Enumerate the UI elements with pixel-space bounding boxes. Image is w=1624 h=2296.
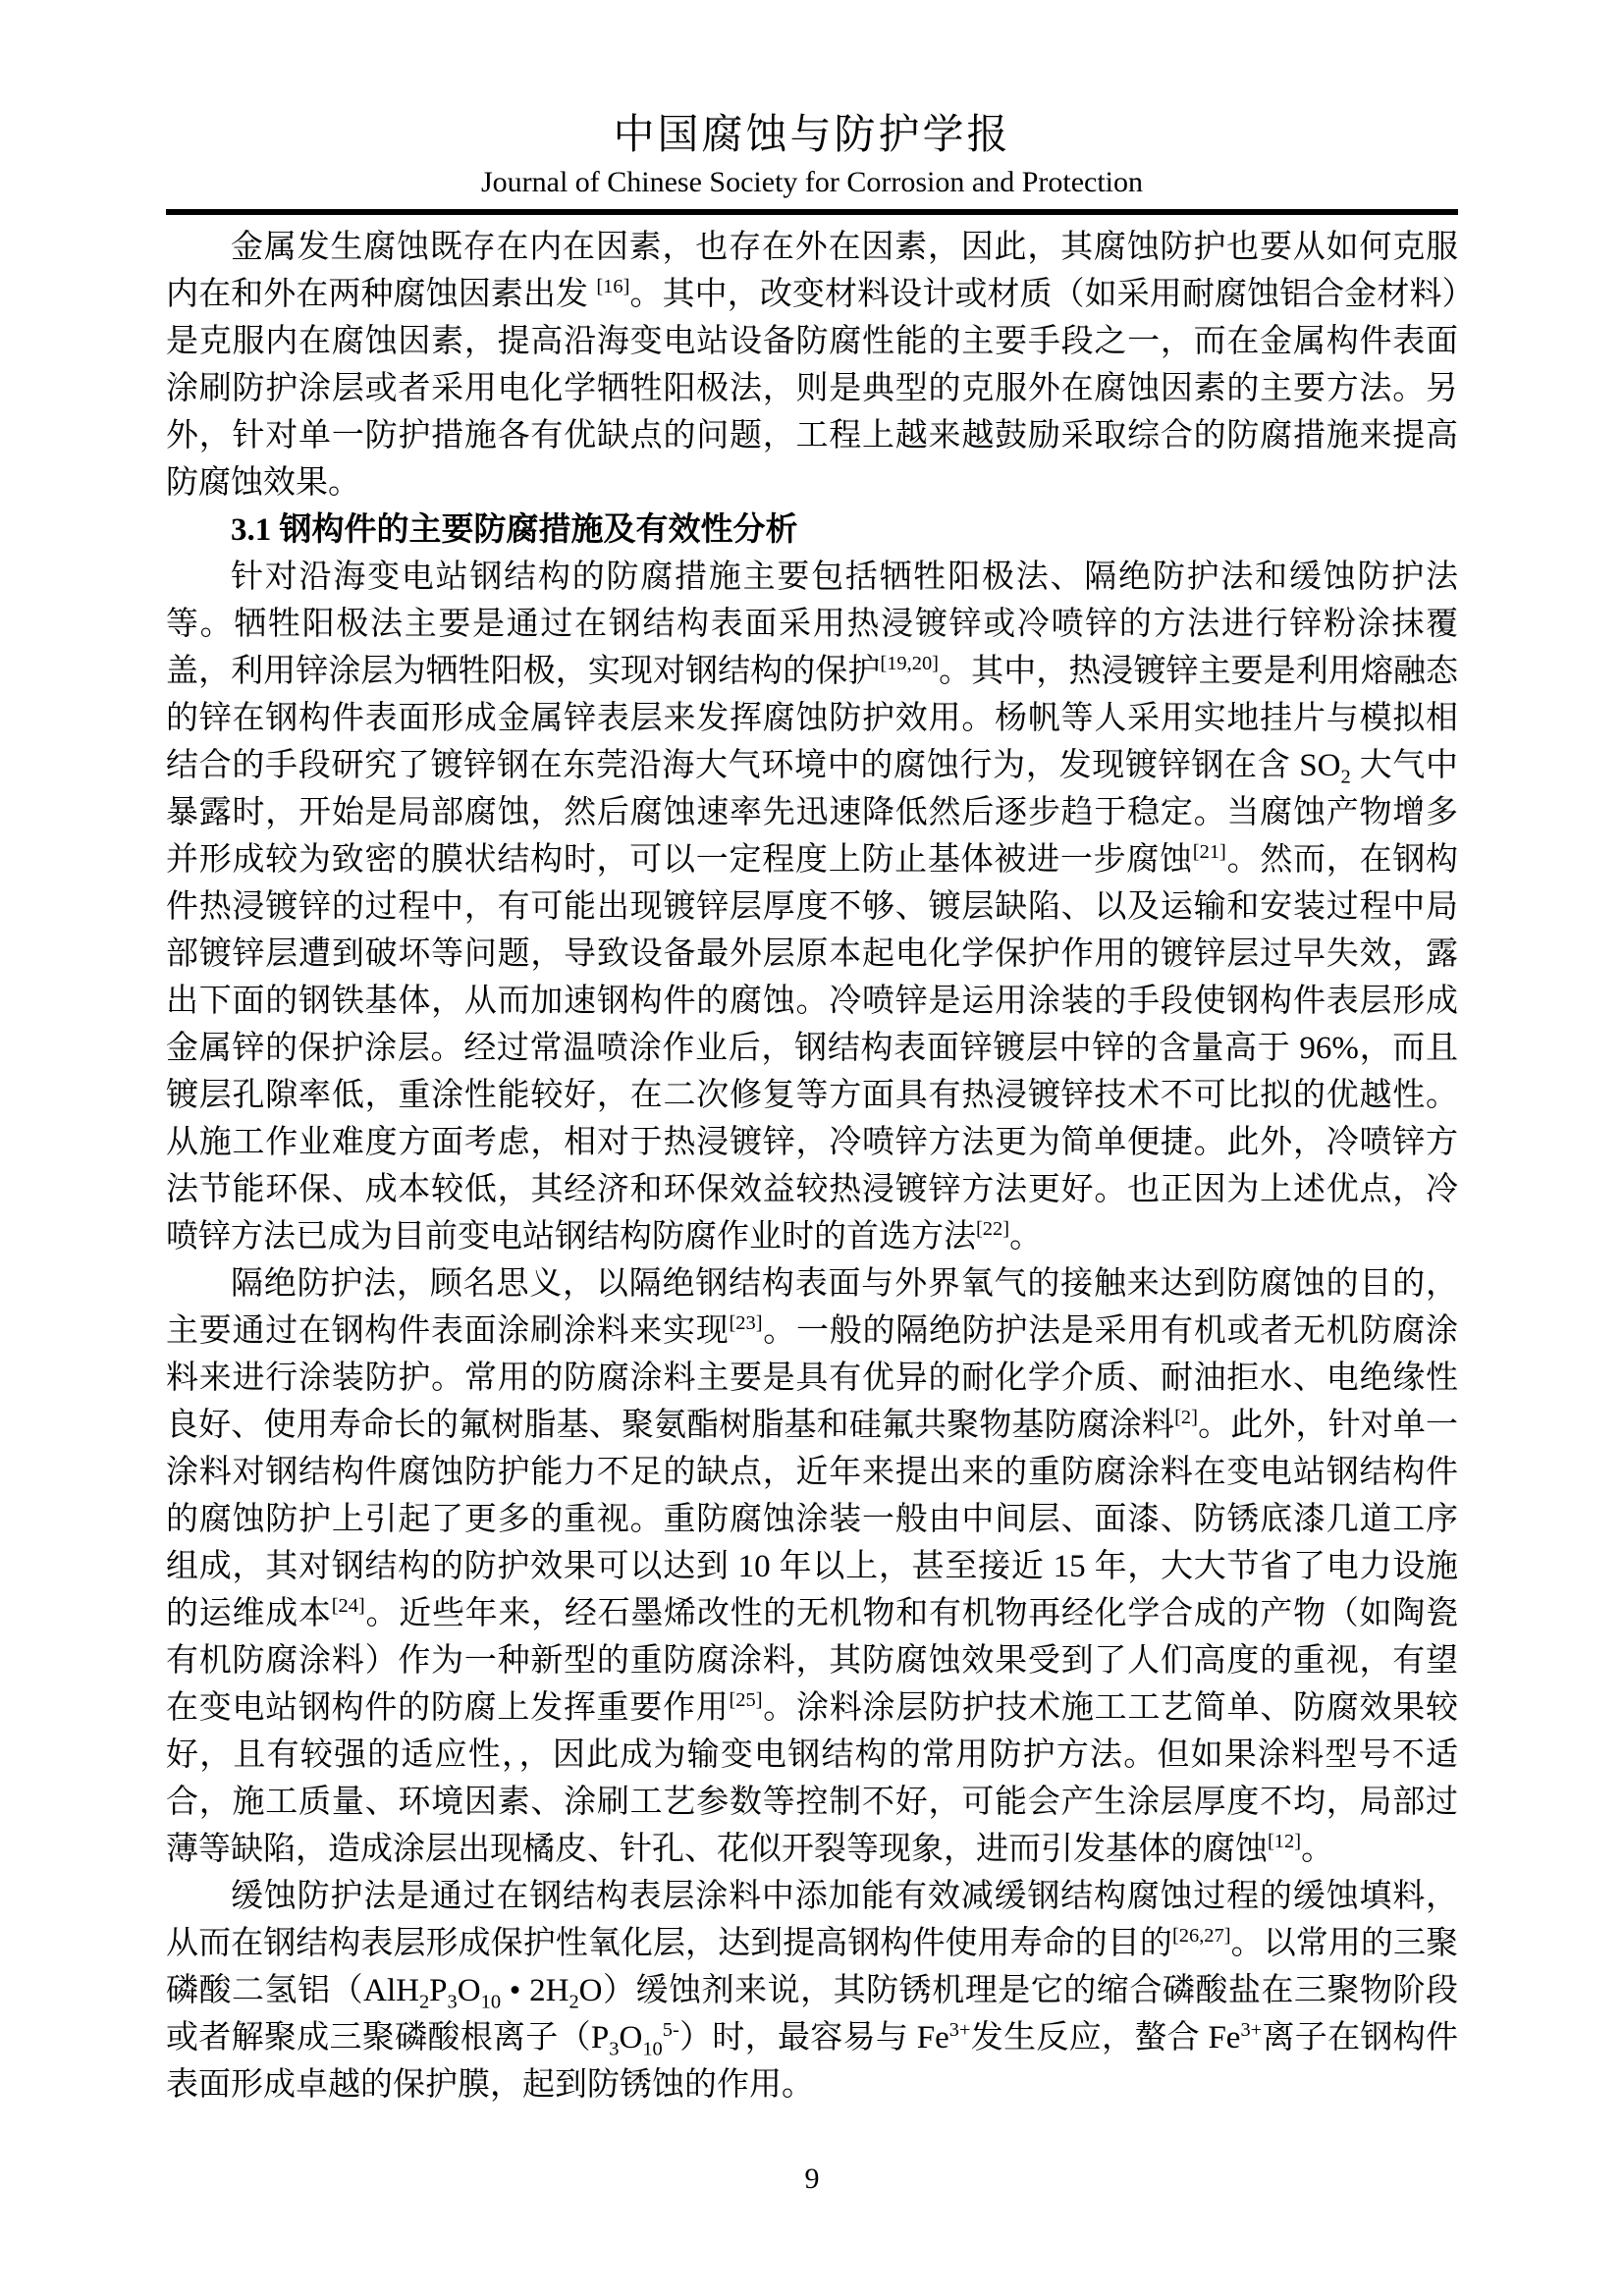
article-body — [166, 224, 1458, 2109]
paragraph-sacrificial-anode: 针对沿海变电站钢结构的防腐措施主要包括牺牲阳极法、隔绝防护法和缓蚀防护法等。牺牲阳极法主要是通过在钢结构表面采用热浸镀锌或冷喷锌的方法进行锌粉涂抹覆盖，利用锌涂层为牺牲阳极，实现对钢结构的保护[19,20]。其中，热浸镀锌主要是利用熔融态的锌在钢构件表面形成金属锌表层来发挥腐蚀防护效用。杨帆等人采用实地挂片与模拟相结合的手段研究了镀锌钢在东莞沿海大气环境中的腐蚀行为，发现镀锌钢在含 $SO_2$ 大气中暴露时，开始是局部腐蚀，然后腐蚀速率先迅速降低然后逐步趋于稳定。当腐蚀产物增多并形成较为致密的膜状结构时，可以一定程度上防止基体被进一步腐蚀[21]。然而，在钢构件热浸镀锌的过程中，有可能出现镀锌层厚度不够、镀层缺陷、以及运输和安装过程中局部镀锌层遭到破坏等问题，导致设备最外层原本起电化学保护作用的镀锌层过早失效，露出下面的钢铁基体，从而加速钢构件的腐蚀。冷喷锌是运用涂装的手段使钢构件表层形成金属锌的保护涂层。经过常温喷涂作业后，钢结构表面锌镀层中锌的含量高于 96%，而且镀层孔隙率低，重涂性能较好，在二次修复等方面具有热浸镀锌技术不可比拟的优越性。从施工作业难度方面考虑，相对于热浸镀锌，冷喷锌方法更为简单便捷。此外，冷喷锌方法节能环保、成本较低，其经济和环保效益较热浸镀锌方法更好。也正因为上述优点，冷喷锌方法已成为目前变电站钢结构防腐作业时的首选方法[22]。 — [166, 560, 1459, 1255]
section-heading-3-1: 3.1 钢构件的主要防腐措施及有效性分析 — [231, 512, 798, 548]
header-divider-rule — [166, 209, 1458, 215]
journal-header — [0, 0, 1624, 200]
journal-title-english: Journal of Chinese Society for Corrosion and Protection — [480, 166, 1144, 198]
paragraph-intro: 金属发生腐蚀既存在内在因素，也存在外在因素，因此，其腐蚀防护也要从如何克服内在和外在两种腐蚀因素出发 [16]。其中，改变材料设计或材质（如采用耐腐蚀铝合金材料）是克服内在腐蚀因素，提高沿海变电站设备防腐性能的主要手段之一，而在金属构件表面涂刷防护涂层或者采用电化学牺牲阳极法，则是典型的克服外在腐蚀因素的主要方法。另外，针对单一防护措施各有优缺点的问题，工程上越来越鼓励采取综合的防腐措施来提高防腐蚀效果。 — [166, 230, 1459, 501]
paragraph-inhibitor-protection: 缓蚀防护法是通过在钢结构表层涂料中添加能有效减缓钢结构腐蚀过程的缓蚀填料，从而在钢结构表层形成保护性氧化层，达到提高钢构件使用寿命的目的[26,27]。以常用的三聚磷酸二氢铝（$AlH_2P_3O_{10}$ • $2H_2O$）缓蚀剂来说，其防锈机理是它的缩合磷酸盐在三聚物阶段或者解聚成三聚磷酸根离子$(P_3O_{10}^{5-})$时，最容易与 $Fe^{3+}$发生反应，螯合 $Fe^{3+}$离子在钢构件表面形成卓越的保护膜，起到防锈蚀的作用。 — [166, 1879, 1459, 2103]
journal-title-chinese: 中国腐蚀与防护学报 — [613, 113, 1011, 158]
page-number: 9 — [804, 2163, 820, 2195]
paragraph-isolation-protection: 隔绝防护法，顾名思义，以隔绝钢结构表面与外界氧气的接触来达到防腐蚀的目的，主要通过在钢构件表面涂刷涂料来实现[23]。一般的隔绝防护法是采用有机或者无机防腐涂料来进行涂装防护。常用的防腐涂料主要是具有优异的耐化学介质、耐油拒水、电绝缘性良好、使用寿命长的氟树脂基、聚氨酯树脂基和硅氟共聚物基防腐涂料[2]。此外，针对单一涂料对钢结构件腐蚀防护能力不足的缺点，近年来提出来的重防腐涂料在变电站钢结构件的腐蚀防护上引起了更多的重视。重防腐蚀涂装一般由中间层、面漆、防锈底漆几道工序组成，其对钢结构的防护效果可以达到 10 年以上，甚至接近 15 年，大大节省了电力设施的运维成本[24]。近些年来，经石墨烯改性的无机物和有机物再经化学合成的产物（如陶瓷有机防腐涂料）作为一种新型的重防腐涂料，其防腐蚀效果受到了人们高度的重视，有望在变电站钢构件的防腐上发挥重要作用[25]。涂料涂层防护技术施工工艺简单、防腐效果较好，且有较强的适应性，，因此成为输变电钢结构的常用防护方法。但如果涂料型号不适合，施工质量、环境因素、涂刷工艺参数等控制不好，可能会产生涂层厚度不均，局部过薄等缺陷，造成涂层出现橘皮、针孔、花似开裂等现象，进而引发基体的腐蚀[12]。 — [166, 1266, 1459, 1867]
